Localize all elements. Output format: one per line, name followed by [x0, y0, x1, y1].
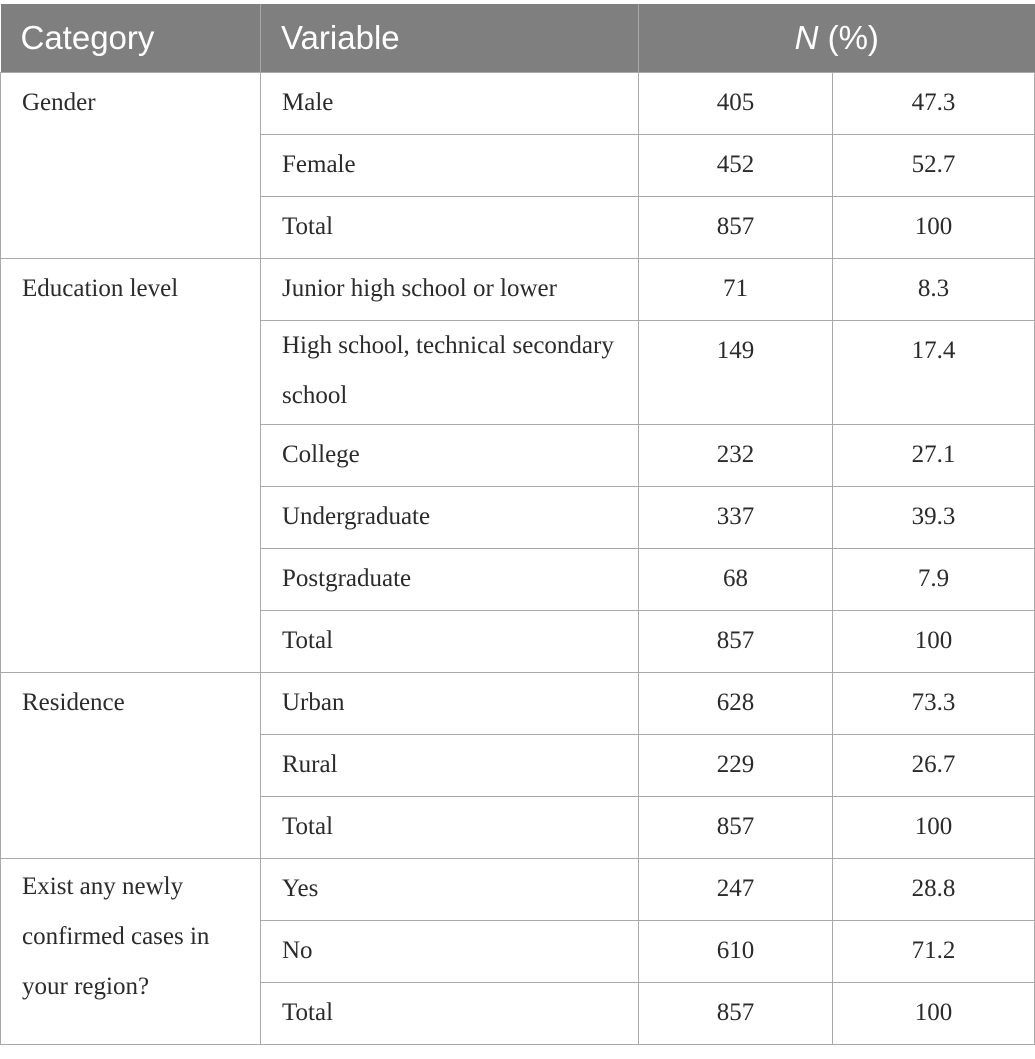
count-cell: 337 [639, 487, 833, 549]
percent-cell: 47.3 [833, 73, 1035, 135]
percent-cell: 7.9 [833, 549, 1035, 611]
percent-cell: 52.7 [833, 135, 1035, 197]
category-cell-residence: Residence [1, 673, 261, 859]
table-body [1, 73, 1035, 1045]
variable-cell: Total [261, 611, 639, 673]
category-cell-gender: Gender [1, 73, 261, 259]
header-category: Category [1, 4, 261, 73]
variable-cell: Junior high school or lower [261, 259, 639, 321]
percent-cell: 100 [833, 797, 1035, 859]
count-cell: 610 [639, 921, 833, 983]
percent-cell: 8.3 [833, 259, 1035, 321]
header-percent: (%) [818, 19, 879, 56]
table-row [1, 73, 1035, 135]
count-cell: 247 [639, 859, 833, 921]
category-cell-new-cases: Exist any newly confirmed cases in your region? [1, 859, 261, 1045]
header-variable: Variable [261, 4, 639, 73]
percent-cell: 73.3 [833, 673, 1035, 735]
variable-cell: Female [261, 135, 639, 197]
count-cell: 232 [639, 425, 833, 487]
count-cell: 857 [639, 983, 833, 1045]
percent-cell: 39.3 [833, 487, 1035, 549]
table-row [1, 859, 1035, 921]
percent-cell: 100 [833, 611, 1035, 673]
count-cell: 71 [639, 259, 833, 321]
variable-cell: Rural [261, 735, 639, 797]
count-cell: 857 [639, 611, 833, 673]
count-cell: 68 [639, 549, 833, 611]
variable-cell: Undergraduate [261, 487, 639, 549]
variable-cell: High school, technical secondary school [261, 321, 639, 425]
table-row [1, 259, 1035, 321]
header-n-percent [639, 4, 1035, 73]
demographics-table [0, 4, 1035, 1045]
variable-cell: College [261, 425, 639, 487]
count-cell: 452 [639, 135, 833, 197]
table-header [1, 4, 1035, 73]
percent-cell: 26.7 [833, 735, 1035, 797]
header-row [1, 4, 1035, 73]
count-cell: 405 [639, 73, 833, 135]
count-cell: 628 [639, 673, 833, 735]
count-cell: 857 [639, 197, 833, 259]
variable-cell: No [261, 921, 639, 983]
count-cell: 229 [639, 735, 833, 797]
variable-cell: Total [261, 983, 639, 1045]
percent-cell: 71.2 [833, 921, 1035, 983]
variable-cell: Postgraduate [261, 549, 639, 611]
header-n-letter: N [794, 19, 819, 56]
variable-cell: Total [261, 197, 639, 259]
count-cell: 857 [639, 797, 833, 859]
variable-cell: Urban [261, 673, 639, 735]
variable-cell: Yes [261, 859, 639, 921]
percent-cell: 28.8 [833, 859, 1035, 921]
percent-cell: 100 [833, 197, 1035, 259]
percent-cell: 100 [833, 983, 1035, 1045]
percent-cell: 17.4 [833, 321, 1035, 425]
count-cell: 149 [639, 321, 833, 425]
table-row [1, 673, 1035, 735]
category-cell-education: Education level [1, 259, 261, 673]
variable-cell: Total [261, 797, 639, 859]
percent-cell: 27.1 [833, 425, 1035, 487]
variable-cell: Male [261, 73, 639, 135]
